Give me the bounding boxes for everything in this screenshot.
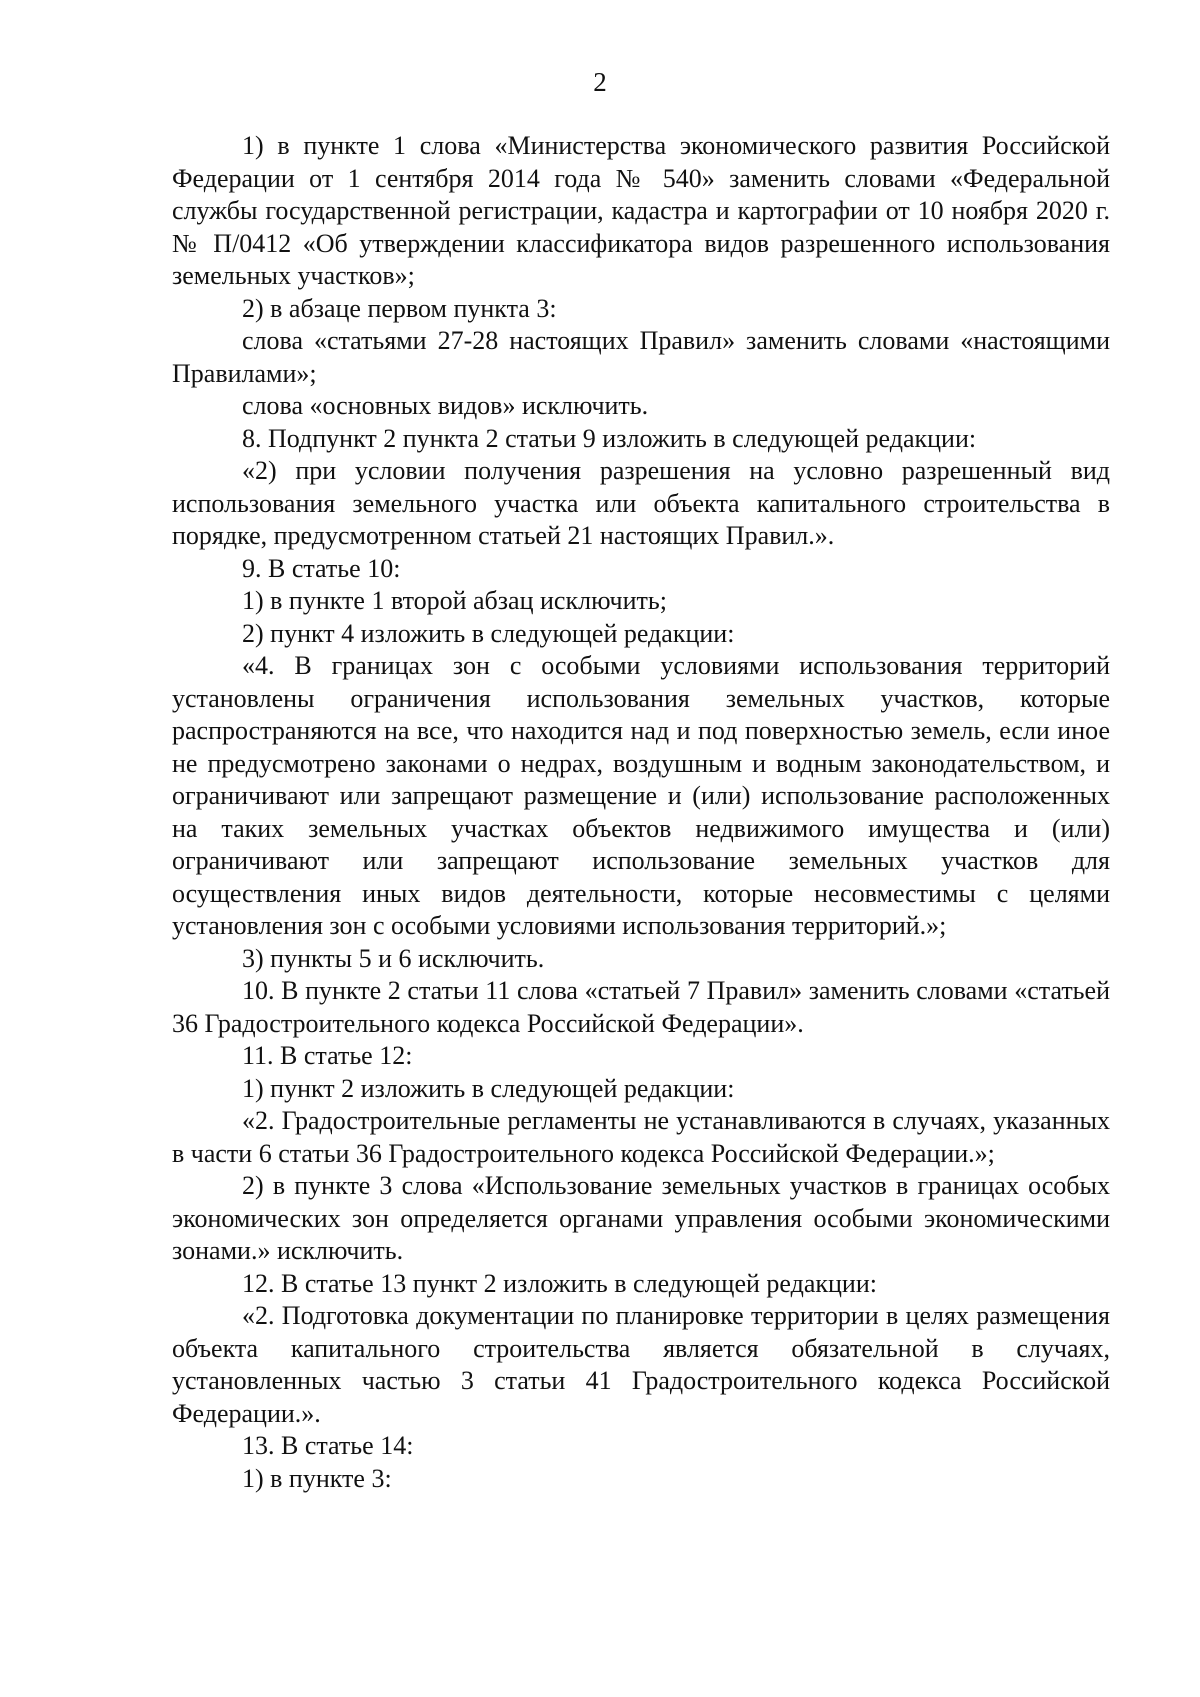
paragraph-4: слова «основных видов» исключить. — [242, 391, 649, 420]
document-body — [172, 130, 1110, 1495]
page-number: 2 — [593, 67, 607, 97]
paragraph-7: 9. В статье 10: — [242, 553, 401, 583]
paragraph-18: «2. Подготовка документации по планировке территории в целях размещения объекта капитального строительства является обязательной в случаях, установленных частью 3 статьи 41 Градостроительного кодекса Российской Федерации.». — [172, 1301, 1110, 1428]
paragraph-2: 2) в абзаце первом пункта 3: — [242, 293, 557, 323]
paragraph-9: 2) пункт 4 изложить в следующей редакции: — [242, 618, 735, 648]
paragraph-17: 12. В статье 13 пункт 2 изложить в следующей редакции: — [242, 1268, 877, 1298]
paragraph-19: 13. В статье 14: — [242, 1431, 414, 1460]
paragraph-12: 10. В пункте 2 статьи 11 слова «статьей 7 Правил» заменить словами «статьей 36 Градостроительного кодекса Российской Федерации». — [172, 976, 1110, 1038]
paragraph-16: 2) в пункте 3 слова «Использование земельных участков в границах особых экономических зон определяется органами управления особыми экономическими зонами.» исключить. — [172, 1171, 1110, 1265]
paragraph-15: «2. Градостроительные регламенты не устанавливаются в случаях, указанных в части 6 статьи 36 Градостроительного кодекса Российской Федерации.»; — [172, 1106, 1110, 1168]
paragraph-5: 8. Подпункт 2 пункта 2 статьи 9 изложить в следующей редакции: — [242, 423, 977, 453]
paragraph-11: 3) пункты 5 и 6 исключить. — [242, 943, 545, 973]
paragraph-14: 1) пункт 2 изложить в следующей редакции: — [242, 1073, 735, 1103]
paragraph-3: слова «статьями 27-28 настоящих Правил» заменить словами «настоящими Правилами»; — [172, 326, 1110, 388]
paragraph-20: 1) в пункте 3: — [242, 1463, 392, 1493]
paragraph-10: «4. В границах зон с особыми условиями использования территорий установлены ограничения использования земельных участков, которые распространяются на все, что находится над и под поверхностью земель, если иное не предусмотрено законами о недрах, воздушным и водным законодательством, и ограничивают или запрещают размещение и (или) использование расположенных на таких земельных участках объектов недвижимого имущества и (или) ограничивают или запрещают использование земельных участков для осуществления иных видов деятельности, которые несовместимы с целями установления зон с особыми условиями использования территорий.»; — [172, 651, 1110, 940]
paragraph-8: 1) в пункте 1 второй абзац исключить; — [242, 586, 667, 615]
paragraph-6: «2) при условии получения разрешения на условно разрешенный вид использования земельного участка или объекта капитального строительства в порядке, предусмотренном статьей 21 настоящих Правил.». — [172, 456, 1110, 550]
paragraph-1: 1) в пункте 1 слова «Министерства экономического развития Российской Федерации от 1 сентября 2014 года № 540» заменить словами «Федеральной службы государственной регистрации, кадастра и картографии от 10 ноября 2020 г. № П/0412 «Об утверждении классификатора видов разрешенного использования земельных участков»; — [172, 131, 1110, 290]
paragraph-13: 11. В статье 12: — [242, 1041, 413, 1070]
